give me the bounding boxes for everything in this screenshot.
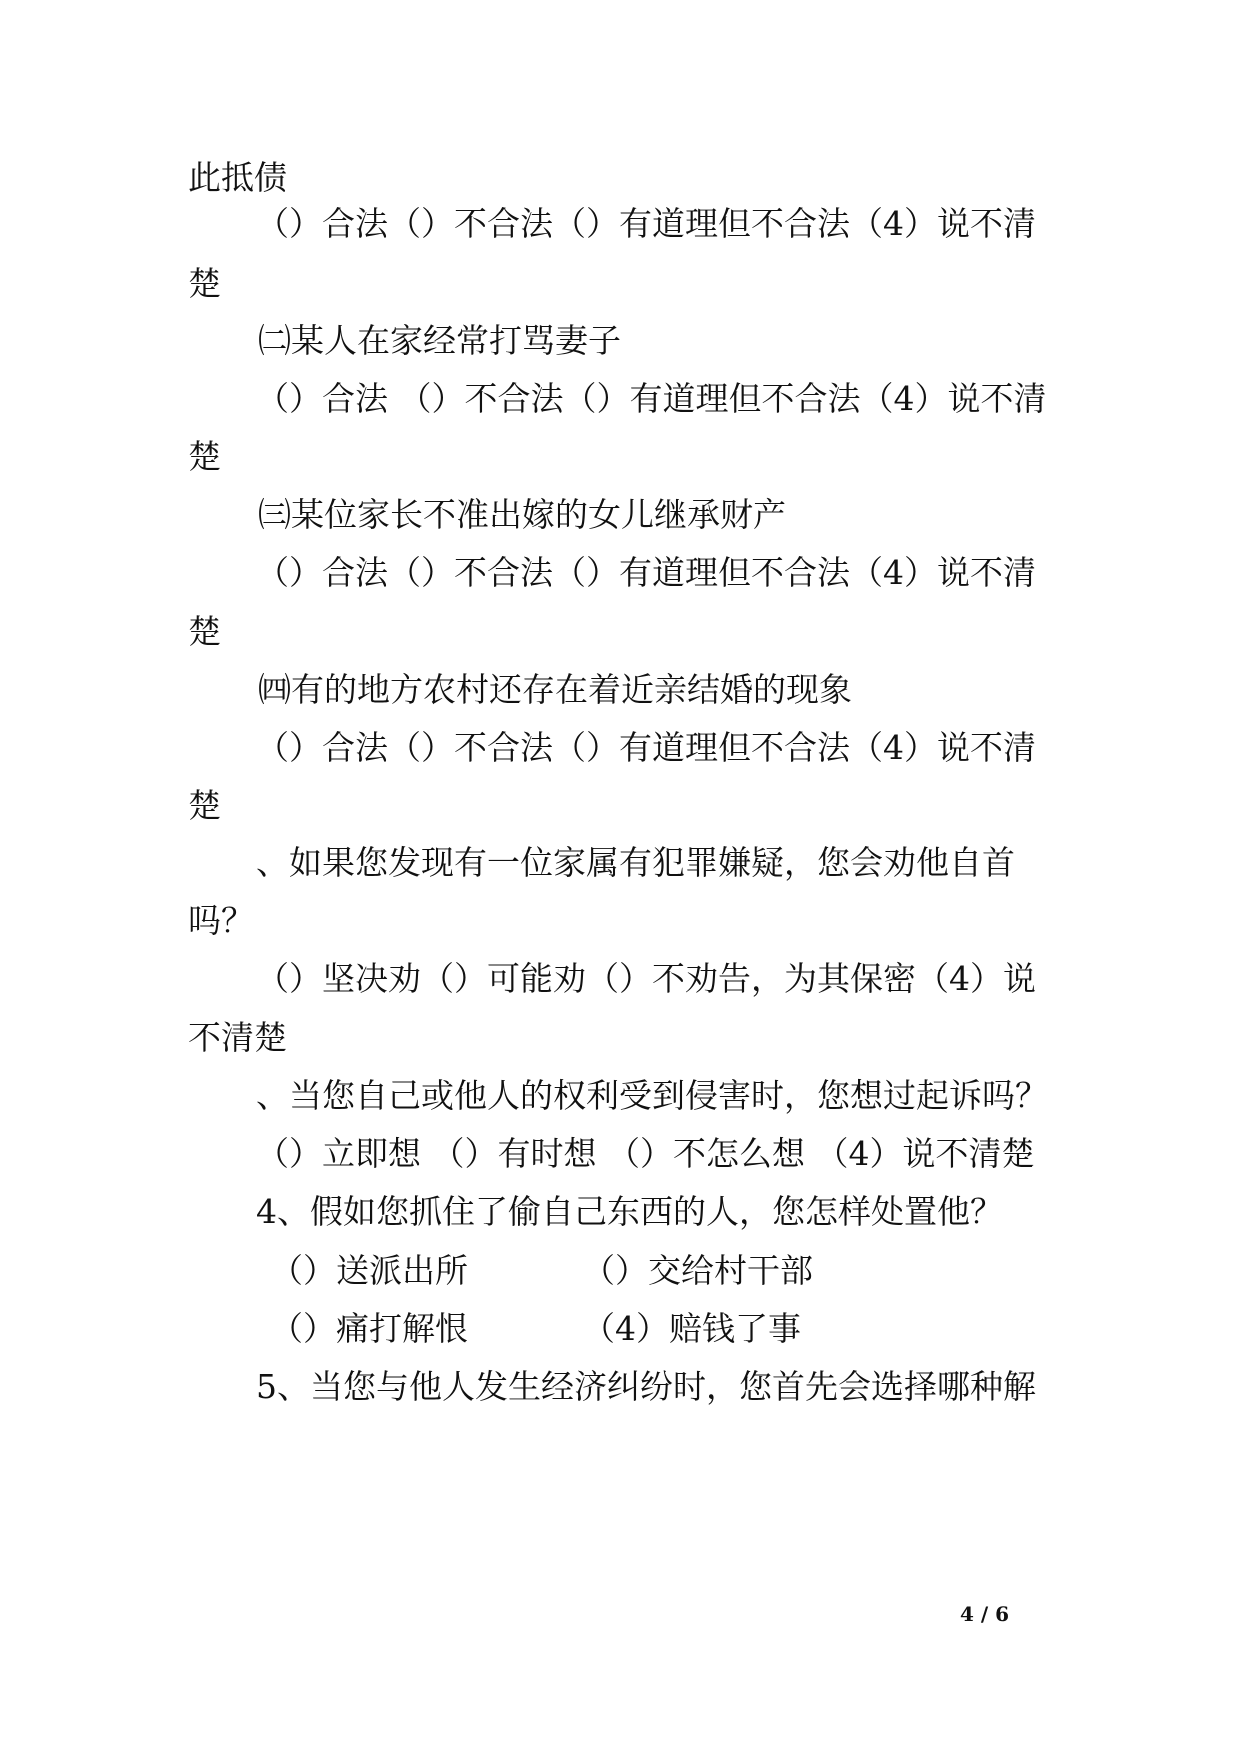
answer-options: （）立即想 （）有时想 （）不怎么想 （4）说不清楚: [256, 1134, 1035, 1173]
text-line: 楚: [188, 264, 221, 303]
text-line: 楚: [188, 786, 221, 825]
question-item: 、如果您发现有一位家属有犯罪嫌疑，您会劝他自首: [256, 843, 1015, 882]
text-line: 不清楚: [188, 1018, 287, 1057]
text-line: 楚: [188, 612, 221, 651]
question-item: ㈡某人在家经常打骂妻子: [258, 321, 621, 360]
option-a: （）送派出所: [270, 1251, 468, 1290]
question-item: ㈢某位家长不准出嫁的女儿继承财产: [258, 495, 786, 534]
answer-options: （）合法（）不合法（）有道理但不合法（4）说不清: [256, 728, 1036, 767]
option-d: （4）赔钱了事: [582, 1309, 801, 1348]
answer-options: （）合法 （）不合法（）有道理但不合法（4）说不清: [256, 379, 1047, 418]
text-line: 吗？: [188, 901, 254, 940]
text-line: 此抵债: [188, 158, 287, 197]
answer-options: （）合法（）不合法（）有道理但不合法（4）说不清: [256, 553, 1036, 592]
answer-options: （）坚决劝（）可能劝（）不劝告，为其保密（4）说: [256, 959, 1036, 998]
page-number: 4 / 6: [960, 1602, 1010, 1626]
option-b: （）交给村干部: [582, 1251, 813, 1290]
question-item: ㈣有的地方农村还存在着近亲结婚的现象: [258, 670, 852, 709]
question-item: 5、当您与他人发生经济纠纷时，您首先会选择哪种解: [256, 1367, 1036, 1406]
option-c: （）痛打解恨: [270, 1309, 468, 1348]
question-item: 4、假如您抓住了偷自己东西的人，您怎样处置他？: [256, 1192, 1003, 1231]
question-item: 、当您自己或他人的权利受到侵害时，您想过起诉吗？: [256, 1076, 1048, 1115]
text-line: 楚: [188, 437, 221, 476]
answer-options: （）合法（）不合法（）有道理但不合法（4）说不清: [256, 204, 1036, 243]
